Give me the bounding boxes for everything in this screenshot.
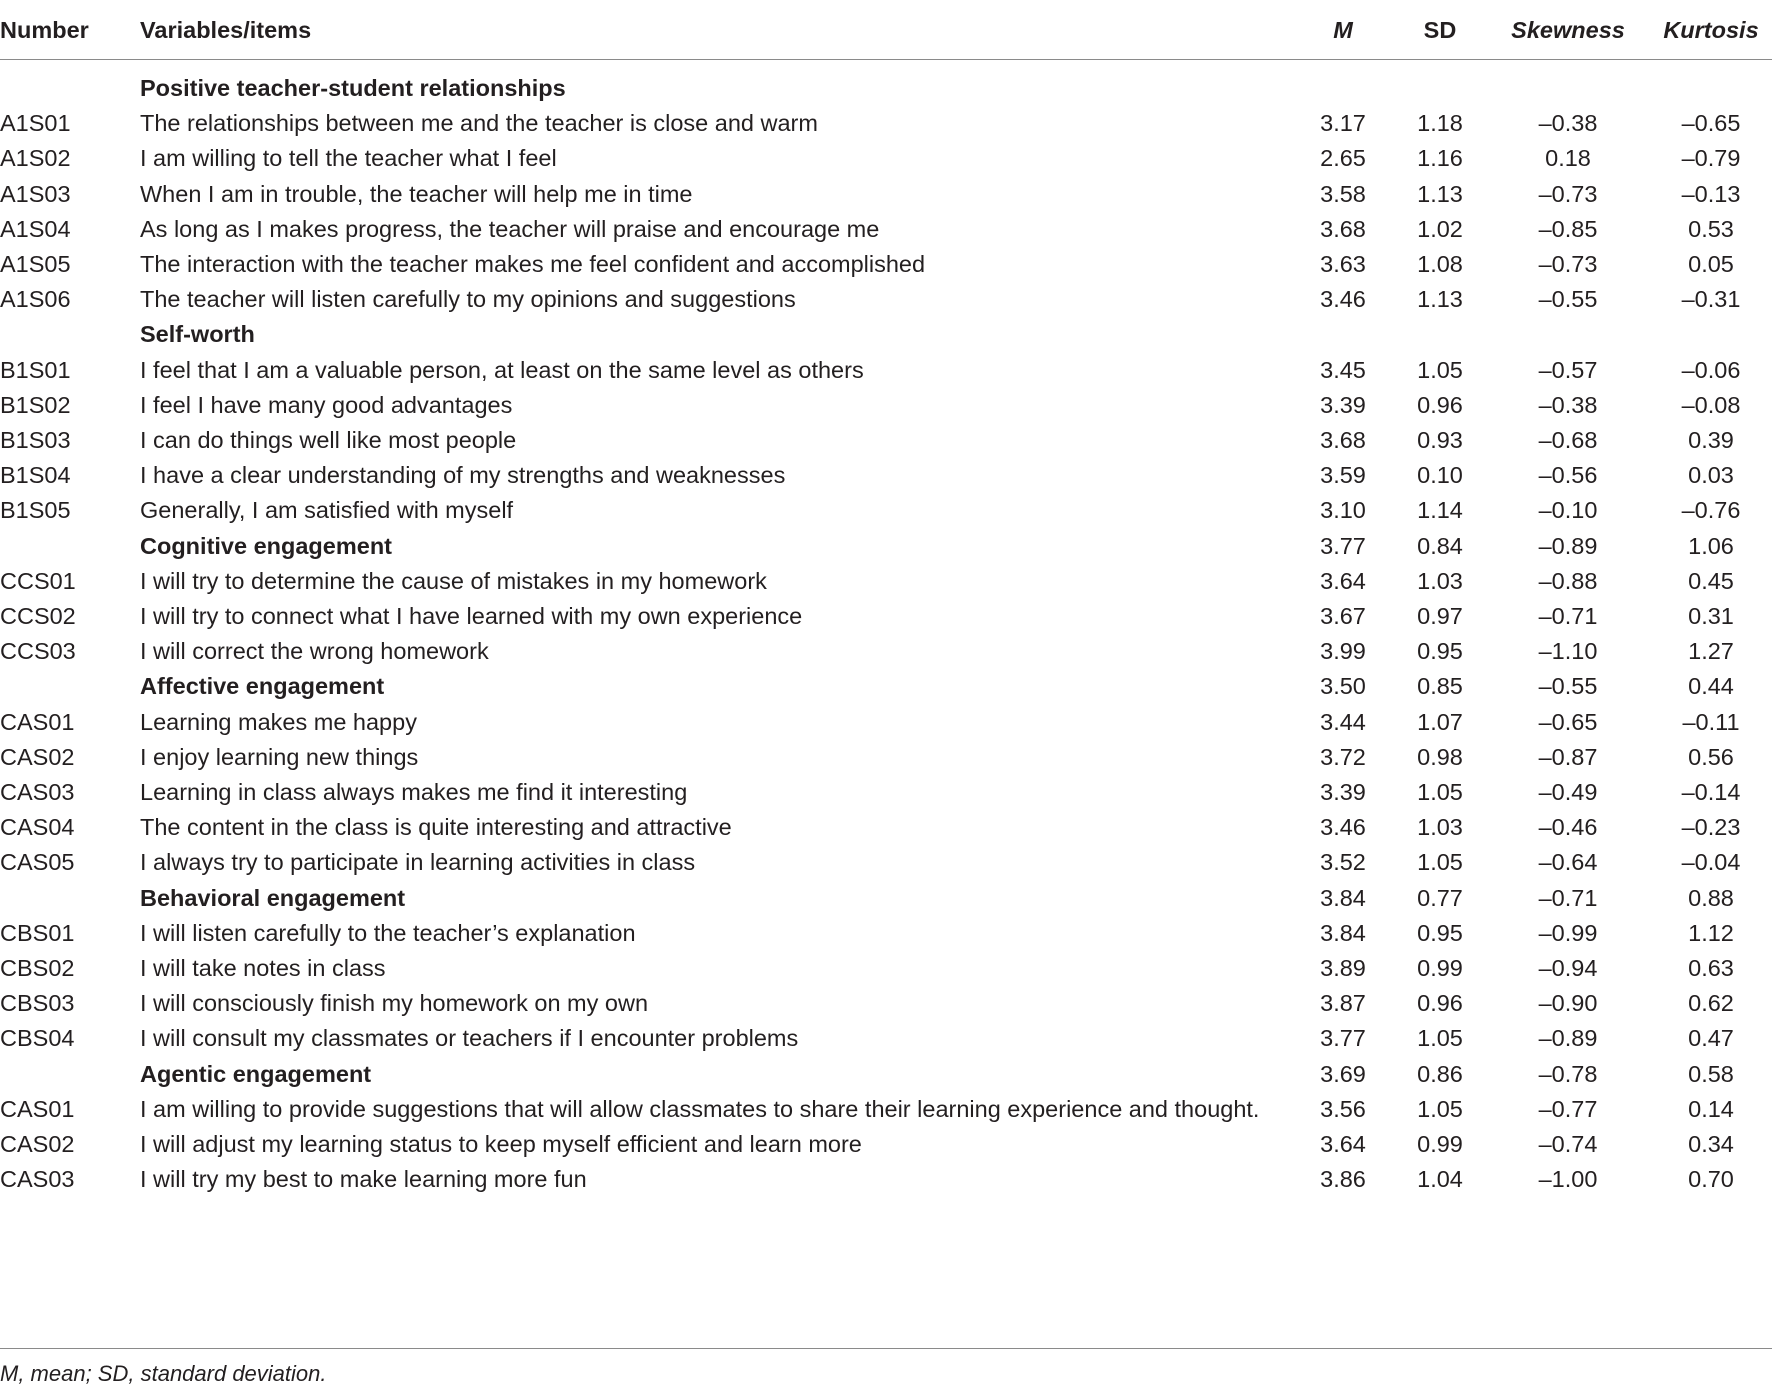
row-mean: 3.84 (1320, 920, 1366, 946)
row-item: I will take notes in class (140, 955, 386, 981)
table-row (0, 138, 1772, 178)
row-sd: 0.86 (1417, 1061, 1463, 1087)
row-kurtosis: –0.65 (1681, 110, 1741, 136)
row-skewness: –0.73 (1538, 251, 1598, 277)
row-item: Cognitive engagement (140, 533, 393, 559)
row-mean: 3.69 (1320, 1061, 1366, 1087)
row-number: CCS02 (0, 603, 76, 629)
header-skewness: Skewness (1511, 17, 1625, 43)
row-kurtosis: 1.06 (1688, 533, 1734, 559)
row-mean: 3.89 (1320, 955, 1366, 981)
row-sd: 1.16 (1417, 145, 1463, 171)
row-number: CBS02 (0, 955, 75, 981)
section-header-row (0, 666, 1772, 706)
table-row (0, 913, 1772, 953)
row-skewness: –0.85 (1538, 216, 1598, 242)
row-sd: 0.95 (1417, 638, 1463, 664)
row-sd: 0.96 (1417, 990, 1463, 1016)
table-bottom-divider (0, 1348, 1772, 1349)
row-mean: 3.63 (1320, 251, 1366, 277)
row-mean: 3.68 (1320, 427, 1366, 453)
row-sd: 0.97 (1417, 603, 1463, 629)
row-sd: 1.13 (1417, 286, 1463, 312)
row-sd: 1.13 (1417, 181, 1463, 207)
row-kurtosis (1652, 314, 1770, 354)
row-skewness: –1.00 (1538, 1166, 1598, 1192)
row-mean: 3.86 (1320, 1166, 1366, 1192)
row-skewness: –0.74 (1538, 1131, 1598, 1157)
table-row (0, 1018, 1772, 1058)
row-sd: 0.95 (1417, 920, 1463, 946)
row-skewness: –0.94 (1538, 955, 1598, 981)
row-skewness: –0.56 (1538, 462, 1598, 488)
row-skewness: –0.64 (1538, 849, 1598, 875)
row-mean: 3.64 (1320, 568, 1366, 594)
table-header-row (0, 10, 1772, 50)
row-mean (1304, 314, 1382, 354)
row-skewness: –0.55 (1538, 286, 1598, 312)
row-kurtosis: –0.13 (1681, 181, 1741, 207)
row-skewness: –0.46 (1538, 814, 1598, 840)
section-header-row (0, 1054, 1772, 1094)
row-sd: 0.96 (1417, 392, 1463, 418)
row-kurtosis: –0.06 (1681, 357, 1741, 383)
row-number: A1S05 (0, 251, 71, 277)
row-number: B1S03 (0, 427, 71, 453)
table-row (0, 772, 1772, 812)
row-mean: 3.72 (1320, 744, 1366, 770)
table-row (0, 631, 1772, 671)
row-mean: 3.77 (1320, 533, 1366, 559)
row-mean: 3.84 (1320, 885, 1366, 911)
row-sd: 0.85 (1417, 673, 1463, 699)
row-kurtosis: 0.53 (1688, 216, 1734, 242)
row-kurtosis: –0.76 (1681, 497, 1741, 523)
row-sd: 1.07 (1417, 709, 1463, 735)
row-kurtosis: 0.88 (1688, 885, 1734, 911)
row-skewness: –0.38 (1538, 392, 1598, 418)
row-number: CBS04 (0, 1025, 75, 1051)
row-kurtosis: 1.12 (1688, 920, 1734, 946)
table-row (0, 350, 1772, 390)
row-skewness: –0.89 (1538, 533, 1598, 559)
table-row (0, 1124, 1772, 1164)
section-header-row (0, 526, 1772, 566)
row-skewness: –0.10 (1538, 497, 1598, 523)
row-skewness: –0.87 (1538, 744, 1598, 770)
row-mean: 3.44 (1320, 709, 1366, 735)
row-mean (1304, 68, 1382, 108)
section-header-row (0, 314, 1772, 354)
table-row (0, 596, 1772, 636)
row-number: CAS02 (0, 1131, 75, 1157)
row-kurtosis: 0.31 (1688, 603, 1734, 629)
row-item: I will try my best to make learning more fun (140, 1166, 587, 1192)
row-sd: 0.77 (1417, 885, 1463, 911)
row-kurtosis: 0.39 (1688, 427, 1734, 453)
row-number: CAS05 (0, 849, 75, 875)
row-sd: 1.18 (1417, 110, 1463, 136)
row-item: As long as I makes progress, the teacher will praise and encourage me (140, 216, 880, 242)
row-mean: 3.52 (1320, 849, 1366, 875)
row-skewness: 0.18 (1545, 145, 1591, 171)
table-row (0, 174, 1772, 214)
row-sd: 1.03 (1417, 568, 1463, 594)
table-row (0, 702, 1772, 742)
row-item: Generally, I am satisfied with myself (140, 497, 514, 523)
row-item: The interaction with the teacher makes me feel confident and accomplished (140, 251, 926, 277)
row-sd: 1.02 (1417, 216, 1463, 242)
table-row (0, 209, 1772, 249)
row-number: A1S06 (0, 286, 71, 312)
row-item: The content in the class is quite interesting and attractive (140, 814, 732, 840)
row-mean: 3.56 (1320, 1096, 1366, 1122)
row-kurtosis: –0.23 (1681, 814, 1741, 840)
header-variables-items: Variables/items (140, 17, 312, 43)
row-item: I have a clear understanding of my strengths and weaknesses (140, 462, 786, 488)
row-sd: 0.10 (1417, 462, 1463, 488)
row-skewness: –1.10 (1538, 638, 1598, 664)
table-row (0, 244, 1772, 284)
row-item: Affective engagement (140, 673, 385, 699)
row-item: I feel that I am a valuable person, at least on the same level as others (140, 357, 864, 383)
row-skewness (1502, 314, 1634, 354)
row-skewness: –0.77 (1538, 1096, 1598, 1122)
row-kurtosis: –0.11 (1682, 709, 1740, 735)
row-kurtosis: 0.45 (1688, 568, 1734, 594)
row-sd: 0.84 (1417, 533, 1463, 559)
row-mean: 3.59 (1320, 462, 1366, 488)
section-header-row (0, 878, 1772, 918)
row-item: Learning in class always makes me find it interesting (140, 779, 688, 805)
row-item: When I am in trouble, the teacher will help me in time (140, 181, 693, 207)
row-mean: 3.99 (1320, 638, 1366, 664)
table-row (0, 103, 1772, 143)
row-item: Learning makes me happy (140, 709, 417, 735)
row-item: I will correct the wrong homework (140, 638, 489, 664)
row-kurtosis: 0.70 (1688, 1166, 1734, 1192)
table-row (0, 807, 1772, 847)
row-mean: 3.39 (1320, 779, 1366, 805)
row-sd: 0.93 (1417, 427, 1463, 453)
row-kurtosis: 0.63 (1688, 955, 1734, 981)
header-number: Number (0, 17, 89, 43)
row-mean: 3.58 (1320, 181, 1366, 207)
row-skewness: –0.99 (1538, 920, 1598, 946)
row-item: I am willing to tell the teacher what I feel (140, 145, 557, 171)
row-item: I will try to determine the cause of mistakes in my homework (140, 568, 767, 594)
row-mean: 2.65 (1320, 145, 1366, 171)
row-mean: 3.45 (1320, 357, 1366, 383)
row-mean: 3.64 (1320, 1131, 1366, 1157)
row-sd: 1.04 (1417, 1166, 1463, 1192)
row-mean: 3.10 (1320, 497, 1366, 523)
row-item: I enjoy learning new things (140, 744, 419, 770)
row-number: CBS03 (0, 990, 75, 1016)
row-item: I will consult my classmates or teachers if I encounter problems (140, 1025, 799, 1051)
row-item: I can do things well like most people (140, 427, 517, 453)
row-number: B1S01 (0, 357, 71, 383)
table-row (0, 455, 1772, 495)
row-sd: 0.99 (1417, 955, 1463, 981)
row-kurtosis: 0.58 (1688, 1061, 1734, 1087)
row-skewness (1502, 68, 1634, 108)
header-divider (0, 59, 1772, 60)
row-skewness: –0.68 (1538, 427, 1598, 453)
section-header-row (0, 68, 1772, 108)
row-kurtosis: 0.34 (1688, 1131, 1734, 1157)
row-item: I am willing to provide suggestions that will allow classmates to share their learning experience and thought. (140, 1096, 1260, 1122)
table-row (0, 737, 1772, 777)
row-skewness: –0.89 (1538, 1025, 1598, 1051)
row-kurtosis: 0.44 (1688, 673, 1734, 699)
row-sd: 1.05 (1417, 1025, 1463, 1051)
row-number: B1S04 (0, 462, 71, 488)
row-item: I will adjust my learning status to keep myself efficient and learn more (140, 1131, 862, 1157)
row-number: CAS01 (0, 1096, 75, 1122)
row-skewness: –0.55 (1538, 673, 1598, 699)
row-skewness: –0.71 (1538, 603, 1598, 629)
row-number: A1S03 (0, 181, 71, 207)
row-mean: 3.46 (1320, 814, 1366, 840)
row-sd: 0.98 (1417, 744, 1463, 770)
row-item: The relationships between me and the teacher is close and warm (140, 110, 818, 136)
row-item: I always try to participate in learning activities in class (140, 849, 696, 875)
row-mean: 3.17 (1320, 110, 1366, 136)
row-skewness: –0.38 (1538, 110, 1598, 136)
row-item: Positive teacher-student relationships (140, 75, 566, 101)
row-mean: 3.68 (1320, 216, 1366, 242)
row-item: The teacher will listen carefully to my opinions and suggestions (140, 286, 796, 312)
row-kurtosis: –0.79 (1681, 145, 1741, 171)
row-kurtosis (1652, 68, 1770, 108)
row-item: I feel I have many good advantages (140, 392, 513, 418)
row-sd: 1.05 (1417, 357, 1463, 383)
row-kurtosis: 0.03 (1688, 462, 1734, 488)
row-sd: 1.03 (1417, 814, 1463, 840)
row-skewness: –0.65 (1538, 709, 1598, 735)
row-sd (1398, 68, 1482, 108)
table-row (0, 561, 1772, 601)
row-skewness: –0.49 (1538, 779, 1598, 805)
row-sd: 1.08 (1417, 251, 1463, 277)
row-skewness: –0.73 (1538, 181, 1598, 207)
row-sd: 0.99 (1417, 1131, 1463, 1157)
table-row (0, 490, 1772, 530)
row-number: A1S02 (0, 145, 71, 171)
row-number: B1S05 (0, 497, 71, 523)
row-number: CAS02 (0, 744, 75, 770)
table-row (0, 1159, 1772, 1199)
row-kurtosis: –0.04 (1681, 849, 1741, 875)
row-number: CCS01 (0, 568, 76, 594)
header-mean: M (1333, 17, 1353, 43)
row-number: B1S02 (0, 392, 71, 418)
row-sd (1398, 314, 1482, 354)
row-kurtosis: 0.56 (1688, 744, 1734, 770)
row-kurtosis: –0.08 (1681, 392, 1741, 418)
table-row (0, 983, 1772, 1023)
row-sd: 1.05 (1417, 1096, 1463, 1122)
row-number: A1S04 (0, 216, 71, 242)
row-sd: 1.14 (1417, 497, 1463, 523)
row-skewness: –0.78 (1538, 1061, 1598, 1087)
header-sd: SD (1423, 17, 1457, 43)
row-mean: 3.67 (1320, 603, 1366, 629)
row-sd: 1.05 (1417, 779, 1463, 805)
row-mean: 3.77 (1320, 1025, 1366, 1051)
row-kurtosis: 0.14 (1688, 1096, 1734, 1122)
row-item: I will consciously finish my homework on my own (140, 990, 649, 1016)
table-footnote: M, mean; SD, standard deviation. (0, 1361, 327, 1386)
row-mean: 3.46 (1320, 286, 1366, 312)
row-skewness: –0.71 (1538, 885, 1598, 911)
row-mean: 3.50 (1320, 673, 1366, 699)
row-kurtosis: 0.47 (1688, 1025, 1734, 1051)
row-item: Behavioral engagement (140, 885, 406, 911)
table-row (0, 948, 1772, 988)
row-item: Agentic engagement (140, 1061, 372, 1087)
table-row (0, 279, 1772, 319)
row-item: I will try to connect what I have learned with my own experience (140, 603, 803, 629)
table-row (0, 1089, 1772, 1129)
row-number: CAS01 (0, 709, 75, 735)
row-number: A1S01 (0, 110, 71, 136)
row-kurtosis: 0.05 (1688, 251, 1734, 277)
table-row (0, 842, 1772, 882)
row-number: CAS04 (0, 814, 75, 840)
row-kurtosis: –0.31 (1681, 286, 1741, 312)
row-item: I will listen carefully to the teacher’s explanation (140, 920, 636, 946)
row-number: CBS01 (0, 920, 75, 946)
row-number: CAS03 (0, 779, 75, 805)
row-kurtosis: –0.14 (1681, 779, 1741, 805)
row-skewness: –0.90 (1538, 990, 1598, 1016)
row-kurtosis: 0.62 (1688, 990, 1734, 1016)
row-skewness: –0.57 (1538, 357, 1598, 383)
table-row (0, 420, 1772, 460)
row-skewness: –0.88 (1538, 568, 1598, 594)
row-item: Self-worth (140, 321, 255, 347)
row-sd: 1.05 (1417, 849, 1463, 875)
row-number: CAS03 (0, 1166, 75, 1192)
row-mean: 3.87 (1320, 990, 1366, 1016)
header-kurtosis: Kurtosis (1663, 17, 1759, 43)
row-mean: 3.39 (1320, 392, 1366, 418)
row-number: CCS03 (0, 638, 76, 664)
table-row (0, 385, 1772, 425)
row-kurtosis: 1.27 (1688, 638, 1734, 664)
